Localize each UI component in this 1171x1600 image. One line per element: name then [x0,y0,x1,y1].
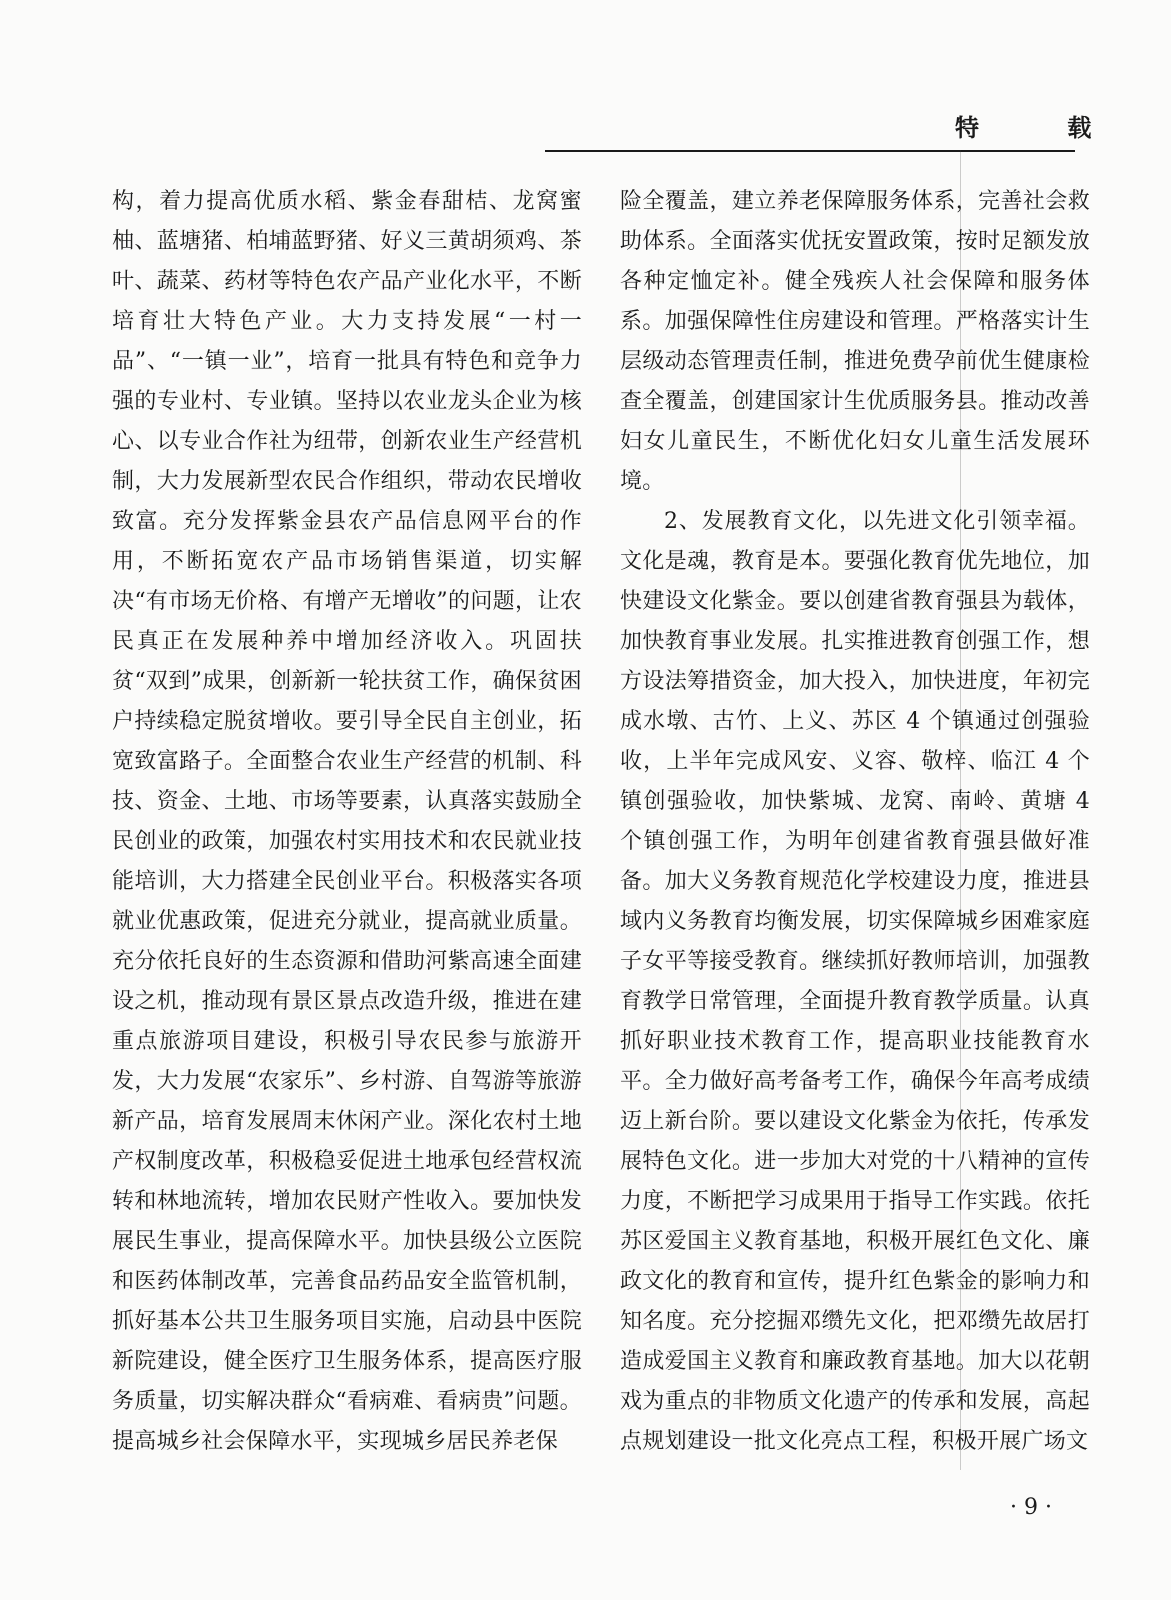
page-number: · 9 · [1010,1495,1052,1520]
paragraph: 险全覆盖，建立养老保障服务体系，完善社会救助体系。全面落实优抚安置政策，按时足额发放各种定恤定补。健全残疾人社会保障和服务体系。加强保障性住房建设和管理。严格落实计生层级动态管理责任制，推进免费孕前优生健康检查全覆盖，创建国家计生优质服务县。推动改善妇女儿童民生，不断优化妇女儿童生活发展环境。 [620,189,1090,494]
right-text-column [620,182,1090,1462]
paragraph: 构，着力提高优质水稻、紫金春甜桔、龙窝蜜柚、蓝塘猪、柏埔蓝野猪、好义三黄胡须鸡、茶叶、蔬菜、药材等特色农产品产业化水平，不断培育壮大特色产业。大力支持发展“一村一品”、“一镇一业”，培育一批具有特色和竞争力强的专业村、专业镇。坚持以农业龙头企业为核心、以专业合作社为纽带，创新农业生产经营机制，大力发展新型农民合作组织，带动农民增收致富。充分发挥紫金县农产品信息网平台的作用，不断拓宽农产品市场销售渠道，切实解决“有市场无价格、有增产无增收”的问题，让农民真正在发展种养中增加经济收入。巩固扶贫“双到”成果，创新新一轮扶贫工作，确保贫困户持续稳定脱贫增收。要引导全民自主创业，拓宽致富路子。全面整合农业生产经营的机制、科技、资金、土地、市场等要素，认真落实鼓励全民创业的政策，加强农村实用技术和农民就业技能培训，大力搭建全民创业平台。积极落实各项就业优惠政策，促进充分就业，提高就业质量。充分依托良好的生态资源和借助河紫高速全面建设之机，推动现有景区景点改造升级，推进在建重点旅游项目建设，积极引导农民参与旅游开发，大力发展“农家乐”、乡村游、自驾游等旅游新产品，培育发展周末休闲产业。深化农村土地产权制度改革，积极稳妥促进土地承包经营权流转和林地流转，增加农民财产性收入。要加快发展民生事业，提高保障水平。加快县级公立医院和医药体制改革，完善食品药品安全监管机制，抓好基本公共卫生服务项目实施，启动县中医院新院建设，健全医疗卫生服务体系，提高医疗服务质量，切实解决群众“看病难、看病贵”问题。提高城乡社会保障水平，实现城乡居民养老保 [112,189,582,1454]
paragraph: 2、发展教育文化，以先进文化引领幸福。文化是魂，教育是本。要强化教育优先地位，加快建设文化紫金。要以创建省教育强县为载体，加快教育事业发展。扎实推进教育创强工作，想方设法筹措资金，加大投入，加快进度，年初完成水墩、古竹、上义、苏区 4 个镇通过创强验收，上半年完成风安、义容、敬梓、临江 4 个镇创强验收，加快紫城、龙窝、南岭、黄塘 4 个镇创强工作，为明年创建省教育强县做好准备。加大义务教育规范化学校建设力度，推进县域内义务教育均衡发展，切实保障城乡困难家庭子女平等接受教育。继续抓好教师培训，加强教育教学日常管理，全面提升教育教学质量。认真抓好职业技术教育工作，提高职业技能教育水平。全力做好高考备考工作，确保今年高考成绩迈上新台阶。要以建设文化紫金为依托，传承发展特色文化。进一步加大对党的十八精神的宣传力度，不断把学习成果用于指导工作实践。依托苏区爱国主义教育基地，积极开展红色文化、廉政文化的教育和宣传，提升红色紫金的影响力和知名度。充分挖掘邓缵先文化，把邓缵先故居打造成爱国主义教育和廉政教育基地。加大以花朝戏为重点的非物质文化遗产的传承和发展，高起点规划建设一批文化亮点工程，积极开展广场文 [620,509,1090,1454]
header-rule-divider [545,150,1075,152]
section-header-title: 特 载 [955,113,1132,142]
left-text-column [112,182,582,1462]
